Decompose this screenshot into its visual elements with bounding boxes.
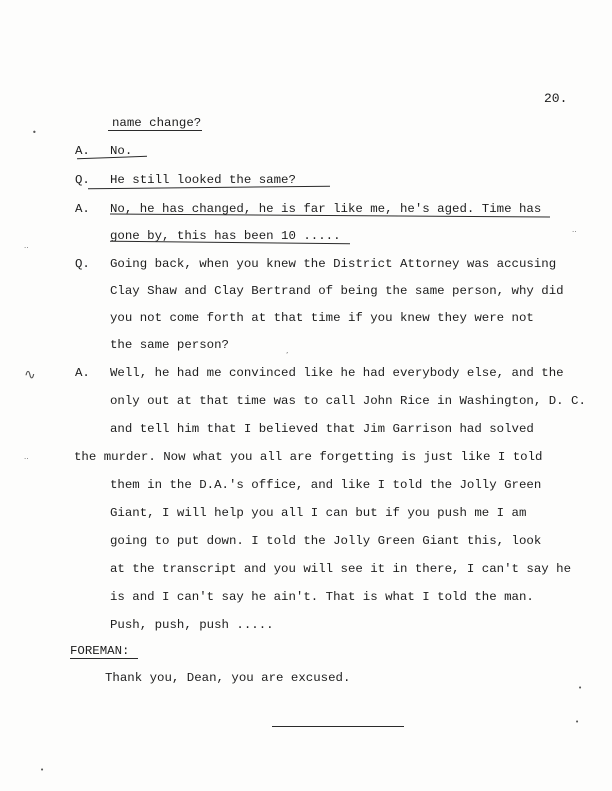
text-line-transcript: at the transcript and you will see it in there, I can't say he [110,562,572,576]
scan-speck: • [575,718,580,726]
speaker-underline [70,658,138,659]
text-line-push: Push, push, push ..... [110,618,274,632]
text-line-garrison: and tell him that I believed that Jim Garrison had solved [110,422,534,436]
speaker-foreman: FOREMAN: [70,644,130,658]
scan-speck: ’ [286,351,289,359]
text-line-name-change: name change? [112,116,202,130]
text-line-da-office: them in the D.A.'s office, and like I told the Jolly Green [110,478,542,492]
answer-marker: A. [75,202,90,216]
text-line-same-person: the same person? [110,338,229,352]
text-line-going-back: Going back, when you knew the District Attorney was accusing [110,257,557,271]
text-line-excused: Thank you, Dean, you are excused. [105,671,351,685]
text-line-clay-shaw: Clay Shaw and Clay Bertrand of being the same person, why did [110,284,564,298]
text-line-come-forth: you not come forth at that time if you knew they were not [110,311,534,325]
scan-speck: • [32,128,37,137]
text-line-giant: Giant, I will help you all I can but if you push me I am [110,506,527,520]
text-line-john-rice: only out at that time was to call John Rice in Washington, D. C. [110,394,586,408]
answer-marker: A. [75,366,90,380]
text-line-aint: is and I can't say he ain't. That is what I told the man. [110,590,534,604]
text-line-no: No. [110,144,133,158]
answer-marker: A. [75,144,90,158]
question-marker: Q. [75,257,90,271]
text-line-convinced: Well, he had me convinced like he had everybody else, and the [110,366,564,380]
scan-speck: • [578,684,583,692]
closing-rule [272,726,404,727]
scan-speck: ·· [572,228,577,236]
question-marker: Q. [75,173,90,187]
binder-hole-mark: ∿ [24,367,36,383]
scan-speck: ·· [24,455,29,463]
handwritten-underline [108,130,202,131]
text-line-looked-same: He still looked the same? [110,173,296,187]
text-line-gone-by: gone by, this has been 10 ..... [110,229,341,243]
text-line-has-changed: No, he has changed, he is far like me, he's aged. Time has [110,202,542,216]
page-number: 20. [544,91,568,106]
text-line-the-murder: the murder. Now what you all are forgetting is just like I told [74,450,543,464]
scan-speck: ·· [24,244,29,252]
scan-speck: • [40,766,45,774]
text-line-put-down: going to put down. I told the Jolly Green Giant this, look [110,534,542,548]
